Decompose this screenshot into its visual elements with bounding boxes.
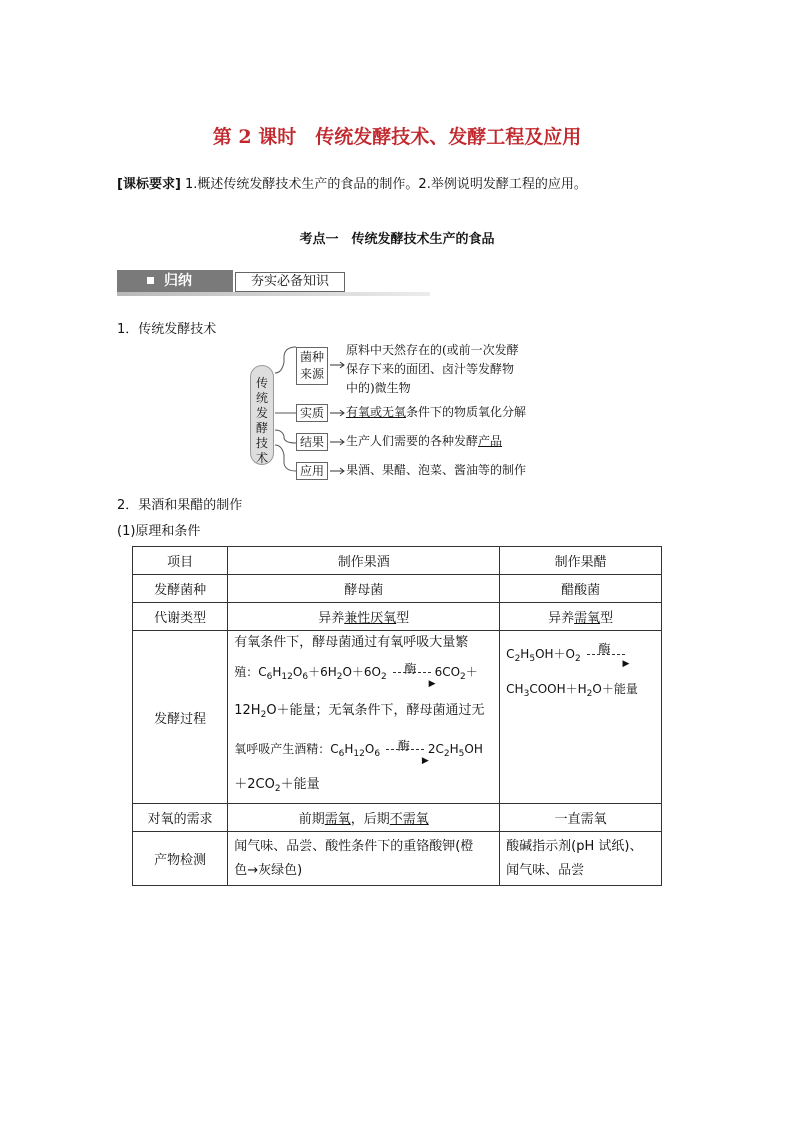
process-line: 殖：$C_6H_{12}O_6+6H_2O+6O_2$ 酶 ▶ $6CO_2+$ xyxy=(234,661,478,689)
cell-text: 异养 xyxy=(318,611,345,626)
table-row xyxy=(133,575,662,603)
cell-text: 型 xyxy=(600,611,614,626)
requirement-text: 1.概述传统发酵技术生产的食品的制作。2.举例说明发酵工程的应用。 xyxy=(185,177,587,192)
underlined-answer: 兼性厌氧 xyxy=(344,611,397,626)
underlined-answer: 需氧 xyxy=(574,611,601,626)
application-text: 果酒、果醋、泡菜、酱油等的制作 xyxy=(346,463,527,477)
enzyme-arrow: 酶 ▶ xyxy=(384,743,428,757)
header-vinegar: 制作果醋 xyxy=(500,547,662,575)
underlined-answer: 产品 xyxy=(478,434,503,448)
cell-line: 闻气味、品尝 xyxy=(506,862,585,878)
underlined-answer: 不需氧 xyxy=(389,812,429,827)
cell-wine: 酵母菌 xyxy=(228,575,500,603)
banner-dark-label: 归纳 xyxy=(164,273,192,289)
center-char: 技 xyxy=(255,436,268,450)
section-2-1-heading: (1)原理和条件 xyxy=(117,524,201,539)
table-row xyxy=(133,603,662,631)
cell-vinegar-process xyxy=(500,631,662,804)
text-line: 中的)微生物 xyxy=(346,381,411,395)
banner-light-label: 夯实必备知识 xyxy=(235,272,345,292)
text-pre: 生产人们需要的各种发酵 xyxy=(346,434,479,448)
result-text xyxy=(346,432,502,451)
table-row xyxy=(133,631,662,804)
row-label: 发酵菌种 xyxy=(133,575,228,603)
table-row xyxy=(133,804,662,832)
row-label: 对氧的需求 xyxy=(133,804,228,832)
lesson-title: 第 2 课时 传统发酵技术、发酵工程及应用 xyxy=(212,126,582,148)
cell-wine: 前期需氧，后期不需氧 xyxy=(228,804,500,832)
node-essence: 实质 xyxy=(296,404,328,422)
process-line: 氧呼吸产生酒精：$C_6H_{12}O_6$ 酶 ▶ $2C_2H_5OH$ xyxy=(234,738,483,766)
center-char: 酵 xyxy=(255,421,268,435)
process-line: $+2CO_2+$能量 xyxy=(234,777,320,794)
essence-text xyxy=(346,403,526,422)
table-row xyxy=(133,832,662,886)
summary-banner xyxy=(117,270,430,296)
requirement-label: [课标要求] xyxy=(117,177,181,192)
cell-line: 色→灰绿色) xyxy=(234,862,303,878)
text-line: 原料中天然存在的(或前一次发酵 xyxy=(346,343,519,357)
row-label: 发酵过程 xyxy=(133,631,228,804)
text-rest: 条件下的物质氧化分解 xyxy=(406,405,527,419)
enzyme-arrow: 酶 ▶ xyxy=(585,648,629,662)
cell-vinegar xyxy=(500,832,662,886)
cell-wine xyxy=(228,603,500,631)
node-result: 结果 xyxy=(296,433,328,451)
text-line: 保存下来的面团、卤汁等发酵物 xyxy=(346,362,515,376)
square-icon xyxy=(147,277,154,284)
process-line: $12H_2O+$能量；无氧条件下，酵母菌通过无 xyxy=(234,703,485,720)
cell-wine-process xyxy=(228,631,500,804)
header-item: 项目 xyxy=(133,547,228,575)
node-application: 应用 xyxy=(296,462,328,480)
cell-text: 异养 xyxy=(548,611,575,626)
row-label: 代谢类型 xyxy=(133,603,228,631)
strain-source-text xyxy=(346,341,519,398)
process-line: 有氧条件下，酵母菌通过有氧呼吸大量繁 xyxy=(234,635,469,650)
center-char: 传 xyxy=(255,376,268,390)
cell-vinegar xyxy=(500,603,662,631)
node-strain-source xyxy=(296,347,328,385)
kaodian-heading: 考点一 传统发酵技术生产的食品 xyxy=(299,232,495,247)
process-line: $C_2H_5OH+O_2$ 酶 ▶ xyxy=(506,641,630,669)
course-requirement xyxy=(117,173,587,192)
enzyme-arrow: 酶 ▶ xyxy=(391,666,435,680)
section-1-heading: 1．传统发酵技术 xyxy=(117,322,217,337)
underlined-answer: 有氧或无氧 xyxy=(346,405,407,419)
cell-vinegar: 一直需氧 xyxy=(500,804,662,832)
banner-underline xyxy=(117,292,430,296)
banner-dark xyxy=(117,270,233,292)
cell-line: 闻气味、品尝、酸性条件下的重铬酸钾(橙 xyxy=(234,838,474,854)
row-label: 产物检测 xyxy=(133,832,228,886)
center-char: 统 xyxy=(255,391,268,405)
cell-text: 型 xyxy=(396,611,410,626)
center-char: 发 xyxy=(255,406,268,420)
diagram-arrows xyxy=(328,340,348,485)
cell-wine xyxy=(228,832,500,886)
process-line: $CH_3COOH+H_2O+$能量 xyxy=(506,682,638,699)
wine-vinegar-table xyxy=(132,546,662,886)
cell-vinegar: 醋酸菌 xyxy=(500,575,662,603)
header-wine: 制作果酒 xyxy=(228,547,500,575)
cell-line: 酸碱指示剂(pH 试纸)、 xyxy=(506,838,643,854)
section-2-heading: 2．果酒和果醋的制作 xyxy=(117,498,243,513)
node-label: 菌种来源 xyxy=(299,350,324,381)
table-header-row xyxy=(133,547,662,575)
underlined-answer: 需氧 xyxy=(324,812,351,827)
center-char: 术 xyxy=(255,451,268,465)
